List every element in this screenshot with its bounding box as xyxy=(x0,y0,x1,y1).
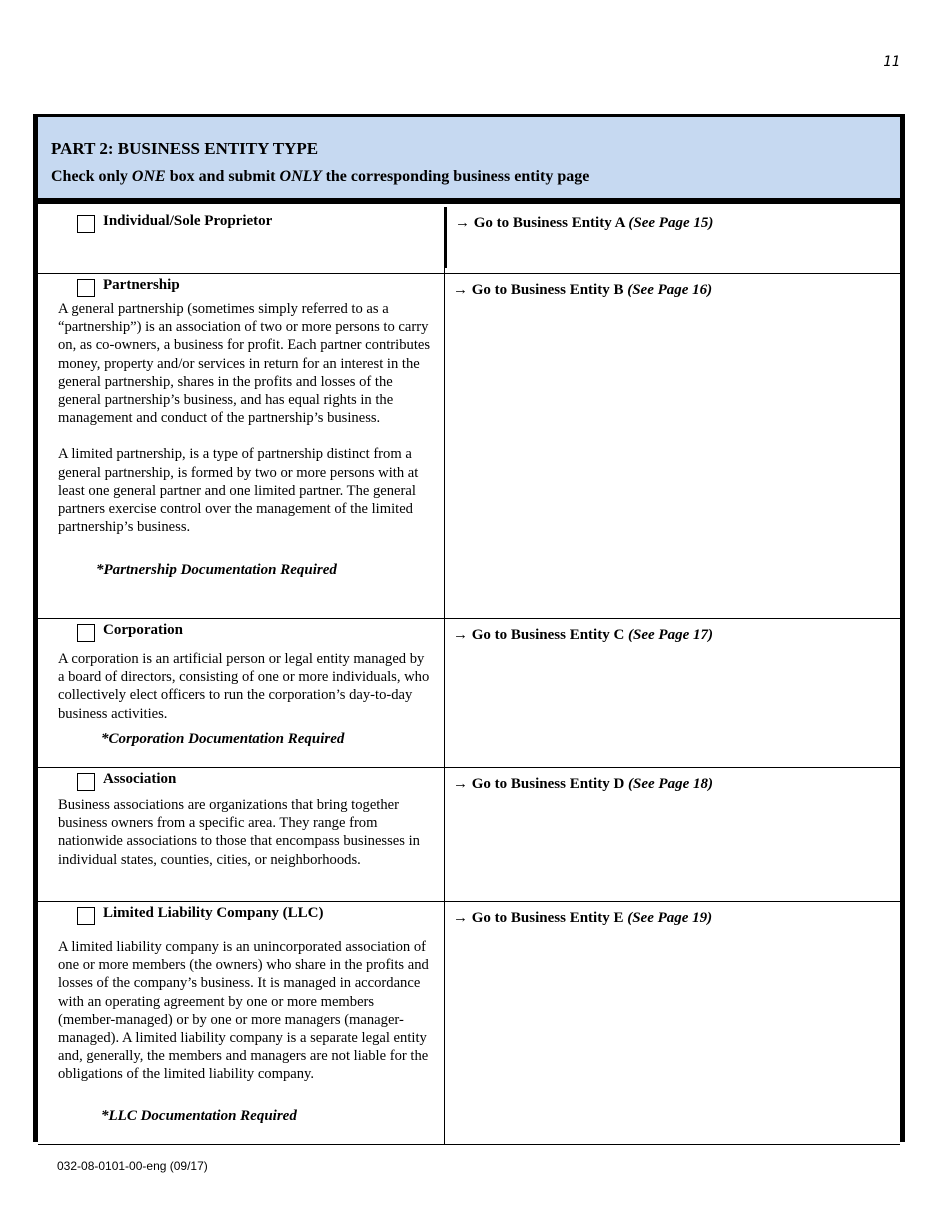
entity-row-sole-proprietor xyxy=(38,207,900,274)
section-title: PART 2: BUSINESS ENTITY TYPE xyxy=(51,139,319,158)
association-checkbox[interactable] xyxy=(77,773,95,791)
business-entity-form xyxy=(33,114,905,1142)
goto-entity-b: → Go to Business Entity B (See Page 16) xyxy=(453,282,713,298)
entity-row-corporation xyxy=(38,619,900,768)
page-number: 11 xyxy=(883,54,900,70)
partnership-checkbox[interactable] xyxy=(77,279,95,297)
section-instruction: Check only ONE box and submit ONLY the corresponding business entity page xyxy=(51,168,590,185)
corporation-doc-required: *Corporation Documentation Required xyxy=(101,731,345,747)
sole-proprietor-label: Individual/Sole Proprietor xyxy=(103,213,273,229)
llc-doc-required: *LLC Documentation Required xyxy=(101,1108,297,1124)
partnership-doc-required: *Partnership Documentation Required xyxy=(96,562,337,578)
entity-row-partnership xyxy=(38,274,900,619)
entity-row-association xyxy=(38,768,900,902)
association-label: Association xyxy=(103,771,177,787)
corporation-checkbox[interactable] xyxy=(77,624,95,642)
partnership-label: Partnership xyxy=(103,277,180,293)
goto-entity-e: → Go to Business Entity E (See Page 19) xyxy=(453,910,713,926)
goto-entity-c: → Go to Business Entity C (See Page 17) xyxy=(453,627,713,643)
entity-row-llc xyxy=(38,902,900,1145)
section-header xyxy=(38,117,900,204)
goto-entity-a: → Go to Business Entity A (See Page 15) xyxy=(455,215,714,231)
association-description: Business associations are organizations that bring together business owners from a specific area. They range from nationwide associations to those that encompass businesses in individual states, counties, cities, or neighborhoods. xyxy=(58,797,420,868)
partnership-description: A general partnership (sometimes simply referred to as a “partnership”) is an association of two or more persons to carry on, as co-owners, a business for profit. Each partner contributes money, property and/or services in return for an interest in the general partnership, shares in the profits and losses of the general partnership’s business, and has equal rights in the management and conduct of the partnership’s business. A limited partnership, is a type of partnership distinct from a general partnership, is formed by two or more persons with at least one general partner and one limited partner. The general partners exercise control over the management of the limited partnership’s business. xyxy=(58,301,431,536)
goto-entity-d: → Go to Business Entity D (See Page 18) xyxy=(453,776,713,792)
sole-proprietor-checkbox[interactable] xyxy=(77,215,95,233)
corporation-label: Corporation xyxy=(103,622,183,638)
llc-checkbox[interactable] xyxy=(77,907,95,925)
llc-description: A limited liability company is an unincorporated association of one or more members (the owners) who share in the profits and losses of the company’s business. It is managed in accordance with an operating agreement by one or more members (member-managed) or by one or more managers (manager-managed). A limited liability company is a separate legal entity and, generally, the members and managers are not liable for the obligations of the limited liability company. xyxy=(58,939,429,1083)
corporation-description: A corporation is an artificial person or legal entity managed by a board of directors, consisting of one or more individuals, who collectively elect officers to run the corporation’s day-to-day business activities. xyxy=(58,651,430,722)
llc-label: Limited Liability Company (LLC) xyxy=(103,905,324,921)
form-code: 032-08-0101-00-eng (09/17) xyxy=(57,1159,208,1173)
